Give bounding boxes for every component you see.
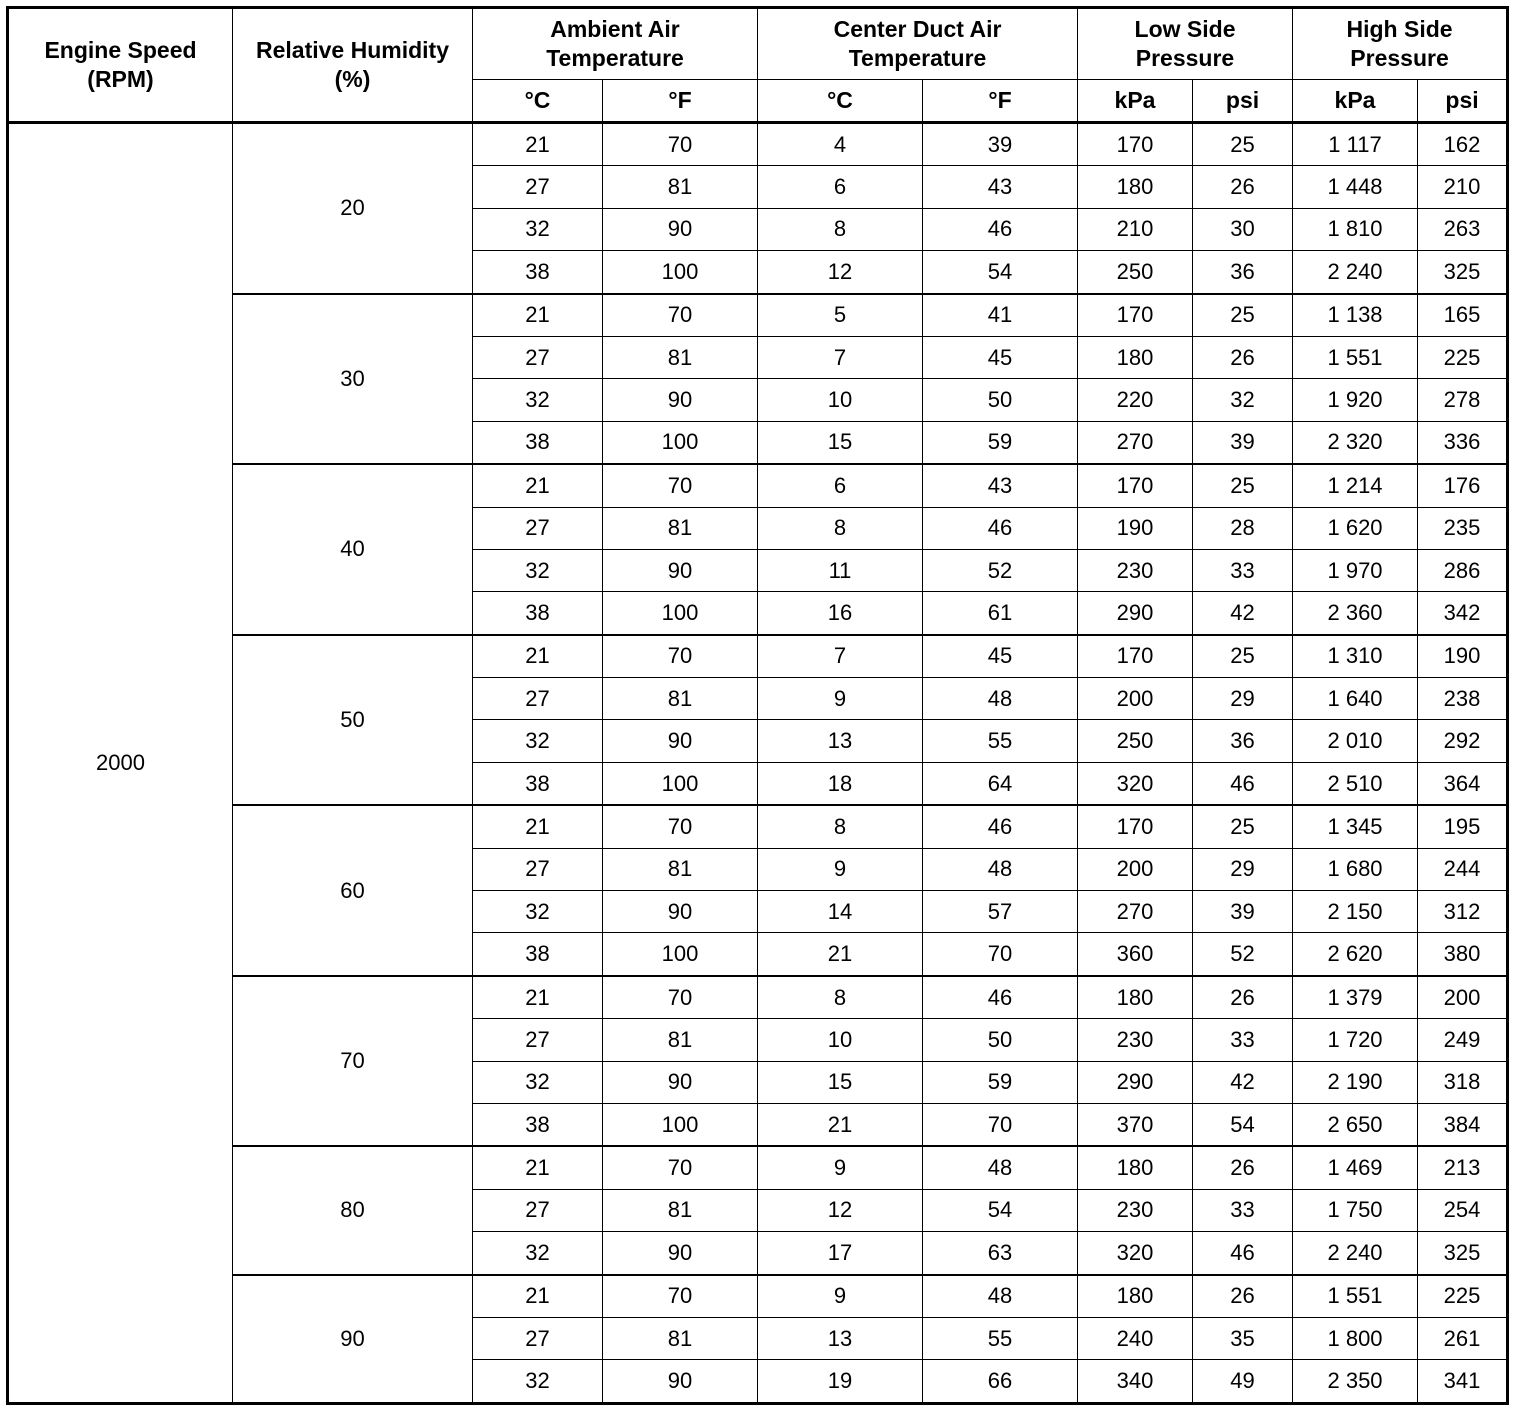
table-cell: 45 — [923, 635, 1078, 678]
table-cell: 26 — [1193, 1146, 1293, 1189]
table-cell: 55 — [923, 720, 1078, 762]
humidity-cell: 50 — [233, 635, 473, 806]
table-cell: 270 — [1078, 421, 1193, 464]
table-cell: 25 — [1193, 635, 1293, 678]
table-cell: 81 — [603, 336, 758, 378]
table-cell: 63 — [923, 1232, 1078, 1275]
table-cell: 2 240 — [1293, 251, 1418, 294]
table-cell: 18 — [758, 762, 923, 805]
table-cell: 7 — [758, 635, 923, 678]
unit-ambient-fahrenheit: °F — [603, 80, 758, 123]
table-cell: 90 — [603, 1360, 758, 1403]
table-cell: 36 — [1193, 251, 1293, 294]
table-row — [8, 294, 1508, 337]
table-cell: 170 — [1078, 294, 1193, 337]
table-cell: 27 — [473, 678, 603, 720]
table-cell: 2 360 — [1293, 592, 1418, 635]
table-cell: 32 — [473, 891, 603, 933]
table-cell: 35 — [1193, 1317, 1293, 1359]
table-cell: 100 — [603, 421, 758, 464]
table-cell: 32 — [473, 379, 603, 421]
table-cell: 165 — [1418, 294, 1508, 337]
table-cell: 11 — [758, 549, 923, 591]
table-cell: 46 — [923, 507, 1078, 549]
table-cell: 70 — [603, 123, 758, 166]
table-cell: 336 — [1418, 421, 1508, 464]
table-cell: 10 — [758, 379, 923, 421]
table-cell: 200 — [1078, 848, 1193, 890]
table-cell: 2 350 — [1293, 1360, 1418, 1403]
table-cell: 225 — [1418, 336, 1508, 378]
table-cell: 100 — [603, 933, 758, 976]
table-cell: 90 — [603, 891, 758, 933]
table-cell: 2 510 — [1293, 762, 1418, 805]
table-cell: 16 — [758, 592, 923, 635]
table-cell: 21 — [473, 976, 603, 1019]
table-cell: 50 — [923, 379, 1078, 421]
table-cell: 29 — [1193, 848, 1293, 890]
table-cell: 270 — [1078, 891, 1193, 933]
header-relative-humidity: Relative Humidity (%) — [233, 8, 473, 123]
table-cell: 370 — [1078, 1103, 1193, 1146]
table-header — [8, 8, 1508, 123]
table-cell: 27 — [473, 1189, 603, 1231]
table-cell: 1 345 — [1293, 805, 1418, 848]
table-cell: 2 190 — [1293, 1061, 1418, 1103]
table-cell: 66 — [923, 1360, 1078, 1403]
table-cell: 27 — [473, 166, 603, 208]
table-cell: 70 — [603, 805, 758, 848]
table-cell: 261 — [1418, 1317, 1508, 1359]
table-cell: 176 — [1418, 464, 1508, 507]
table-cell: 21 — [473, 464, 603, 507]
table-cell: 15 — [758, 1061, 923, 1103]
table-cell: 81 — [603, 166, 758, 208]
table-cell: 90 — [603, 1061, 758, 1103]
table-cell: 10 — [758, 1019, 923, 1061]
table-cell: 36 — [1193, 720, 1293, 762]
table-cell: 64 — [923, 762, 1078, 805]
ac-performance-table — [6, 6, 1509, 1405]
table-cell: 90 — [603, 1232, 758, 1275]
humidity-cell: 20 — [233, 123, 473, 294]
table-cell: 70 — [603, 1275, 758, 1318]
table-cell: 244 — [1418, 848, 1508, 890]
table-row — [8, 805, 1508, 848]
table-cell: 1 970 — [1293, 549, 1418, 591]
table-cell: 384 — [1418, 1103, 1508, 1146]
humidity-cell: 30 — [233, 294, 473, 465]
table-cell: 54 — [923, 251, 1078, 294]
table-cell: 249 — [1418, 1019, 1508, 1061]
table-cell: 45 — [923, 336, 1078, 378]
table-cell: 9 — [758, 1275, 923, 1318]
table-cell: 21 — [473, 1146, 603, 1189]
table-cell: 8 — [758, 208, 923, 250]
table-cell: 21 — [473, 635, 603, 678]
table-cell: 43 — [923, 464, 1078, 507]
table-cell: 27 — [473, 507, 603, 549]
table-cell: 25 — [1193, 294, 1293, 337]
table-cell: 38 — [473, 421, 603, 464]
table-cell: 25 — [1193, 123, 1293, 166]
table-cell: 21 — [473, 805, 603, 848]
table-cell: 290 — [1078, 592, 1193, 635]
table-cell: 380 — [1418, 933, 1508, 976]
humidity-cell: 70 — [233, 976, 473, 1147]
table-cell: 21 — [473, 123, 603, 166]
table-cell: 180 — [1078, 166, 1193, 208]
header-engine-speed: Engine Speed (RPM) — [8, 8, 233, 123]
table-cell: 9 — [758, 1146, 923, 1189]
table-row — [8, 1146, 1508, 1189]
table-cell: 200 — [1078, 678, 1193, 720]
table-cell: 41 — [923, 294, 1078, 337]
table-cell: 12 — [758, 251, 923, 294]
humidity-cell: 60 — [233, 805, 473, 976]
table-cell: 15 — [758, 421, 923, 464]
table-cell: 81 — [603, 678, 758, 720]
table-cell: 1 640 — [1293, 678, 1418, 720]
table-cell: 90 — [603, 379, 758, 421]
table-cell: 2 650 — [1293, 1103, 1418, 1146]
table-cell: 32 — [473, 208, 603, 250]
table-cell: 32 — [473, 1061, 603, 1103]
engine-speed-cell: 2000 — [8, 123, 233, 1404]
table-cell: 8 — [758, 976, 923, 1019]
unit-high-kpa: kPa — [1293, 80, 1418, 123]
table-cell: 42 — [1193, 1061, 1293, 1103]
table-cell: 290 — [1078, 1061, 1193, 1103]
table-cell: 240 — [1078, 1317, 1193, 1359]
table-cell: 6 — [758, 166, 923, 208]
table-cell: 2 010 — [1293, 720, 1418, 762]
table-cell: 38 — [473, 592, 603, 635]
table-cell: 27 — [473, 1317, 603, 1359]
header-center-duct-air-temperature: Center Duct Air Temperature — [758, 8, 1078, 80]
table-cell: 162 — [1418, 123, 1508, 166]
unit-low-psi: psi — [1193, 80, 1293, 123]
table-cell: 70 — [603, 635, 758, 678]
table-cell: 54 — [1193, 1103, 1293, 1146]
table-cell: 263 — [1418, 208, 1508, 250]
table-cell: 32 — [473, 549, 603, 591]
table-row — [8, 123, 1508, 166]
table-cell: 180 — [1078, 1146, 1193, 1189]
table-cell: 52 — [1193, 933, 1293, 976]
table-cell: 61 — [923, 592, 1078, 635]
table-cell: 1 379 — [1293, 976, 1418, 1019]
table-cell: 1 810 — [1293, 208, 1418, 250]
table-cell: 341 — [1418, 1360, 1508, 1403]
table-cell: 1 310 — [1293, 635, 1418, 678]
table-cell: 70 — [603, 976, 758, 1019]
table-cell: 190 — [1078, 507, 1193, 549]
table-row — [8, 976, 1508, 1019]
table-cell: 1 214 — [1293, 464, 1418, 507]
table-cell: 170 — [1078, 123, 1193, 166]
table-cell: 27 — [473, 1019, 603, 1061]
table-cell: 8 — [758, 805, 923, 848]
table-cell: 32 — [473, 1360, 603, 1403]
table-cell: 340 — [1078, 1360, 1193, 1403]
header-high-side-pressure: High Side Pressure — [1293, 8, 1508, 80]
table-cell: 195 — [1418, 805, 1508, 848]
unit-duct-celsius: °C — [758, 80, 923, 123]
humidity-cell: 90 — [233, 1275, 473, 1404]
table-cell: 48 — [923, 1146, 1078, 1189]
table-cell: 42 — [1193, 592, 1293, 635]
table-cell: 49 — [1193, 1360, 1293, 1403]
table-cell: 1 551 — [1293, 336, 1418, 378]
table-cell: 1 117 — [1293, 123, 1418, 166]
table-cell: 81 — [603, 1317, 758, 1359]
table-cell: 52 — [923, 549, 1078, 591]
table-cell: 32 — [473, 720, 603, 762]
table-cell: 70 — [603, 1146, 758, 1189]
table-cell: 39 — [1193, 421, 1293, 464]
table-cell: 90 — [603, 208, 758, 250]
table-cell: 9 — [758, 678, 923, 720]
table-cell: 1 448 — [1293, 166, 1418, 208]
table-cell: 70 — [603, 294, 758, 337]
table-cell: 213 — [1418, 1146, 1508, 1189]
table-cell: 318 — [1418, 1061, 1508, 1103]
table-cell: 1 469 — [1293, 1146, 1418, 1189]
table-cell: 14 — [758, 891, 923, 933]
unit-duct-fahrenheit: °F — [923, 80, 1078, 123]
table-cell: 50 — [923, 1019, 1078, 1061]
table-cell: 90 — [603, 720, 758, 762]
table-cell: 81 — [603, 507, 758, 549]
table-cell: 230 — [1078, 1019, 1193, 1061]
table-cell: 25 — [1193, 805, 1293, 848]
table-cell: 1 138 — [1293, 294, 1418, 337]
table-cell: 100 — [603, 1103, 758, 1146]
table-cell: 21 — [758, 933, 923, 976]
table-cell: 21 — [758, 1103, 923, 1146]
table-cell: 210 — [1418, 166, 1508, 208]
table-cell: 70 — [923, 1103, 1078, 1146]
table-cell: 27 — [473, 336, 603, 378]
header-ambient-air-temperature: Ambient Air Temperature — [473, 8, 758, 80]
table-cell: 81 — [603, 848, 758, 890]
table-cell: 26 — [1193, 1275, 1293, 1318]
table-cell: 13 — [758, 1317, 923, 1359]
table-cell: 1 750 — [1293, 1189, 1418, 1231]
table-cell: 254 — [1418, 1189, 1508, 1231]
table-cell: 100 — [603, 592, 758, 635]
table-cell: 21 — [473, 1275, 603, 1318]
table-cell: 26 — [1193, 336, 1293, 378]
table-cell: 32 — [1193, 379, 1293, 421]
table-cell: 1 680 — [1293, 848, 1418, 890]
table-cell: 312 — [1418, 891, 1508, 933]
table-cell: 342 — [1418, 592, 1508, 635]
table-cell: 39 — [1193, 891, 1293, 933]
table-cell: 70 — [923, 933, 1078, 976]
table-cell: 200 — [1418, 976, 1508, 1019]
table-cell: 13 — [758, 720, 923, 762]
table-cell: 48 — [923, 678, 1078, 720]
table-cell: 46 — [1193, 762, 1293, 805]
table-row — [8, 464, 1508, 507]
table-cell: 2 620 — [1293, 933, 1418, 976]
table-cell: 1 800 — [1293, 1317, 1418, 1359]
table-cell: 2 240 — [1293, 1232, 1418, 1275]
table-cell: 26 — [1193, 166, 1293, 208]
table-cell: 33 — [1193, 549, 1293, 591]
table-cell: 17 — [758, 1232, 923, 1275]
table-cell: 225 — [1418, 1275, 1508, 1318]
table-cell: 26 — [1193, 976, 1293, 1019]
table-cell: 29 — [1193, 678, 1293, 720]
table-cell: 170 — [1078, 464, 1193, 507]
table-cell: 46 — [923, 976, 1078, 1019]
table-cell: 292 — [1418, 720, 1508, 762]
table-cell: 286 — [1418, 549, 1508, 591]
unit-low-kpa: kPa — [1078, 80, 1193, 123]
table-cell: 7 — [758, 336, 923, 378]
table-cell: 100 — [603, 762, 758, 805]
table-cell: 5 — [758, 294, 923, 337]
unit-high-psi: psi — [1418, 80, 1508, 123]
humidity-cell: 80 — [233, 1146, 473, 1274]
table-cell: 6 — [758, 464, 923, 507]
table-cell: 278 — [1418, 379, 1508, 421]
table-cell: 12 — [758, 1189, 923, 1231]
table-cell: 59 — [923, 421, 1078, 464]
table-cell: 57 — [923, 891, 1078, 933]
table-cell: 38 — [473, 762, 603, 805]
table-cell: 325 — [1418, 251, 1508, 294]
table-cell: 1 720 — [1293, 1019, 1418, 1061]
table-cell: 59 — [923, 1061, 1078, 1103]
table-cell: 9 — [758, 848, 923, 890]
table-cell: 170 — [1078, 805, 1193, 848]
table-row — [8, 1275, 1508, 1318]
table-cell: 55 — [923, 1317, 1078, 1359]
table-cell: 190 — [1418, 635, 1508, 678]
table-cell: 1 920 — [1293, 379, 1418, 421]
table-cell: 180 — [1078, 1275, 1193, 1318]
table-cell: 320 — [1078, 762, 1193, 805]
table-cell: 210 — [1078, 208, 1193, 250]
table-cell: 180 — [1078, 976, 1193, 1019]
table-cell: 81 — [603, 1189, 758, 1231]
table-cell: 54 — [923, 1189, 1078, 1231]
table-cell: 230 — [1078, 549, 1193, 591]
table-cell: 4 — [758, 123, 923, 166]
table-cell: 33 — [1193, 1019, 1293, 1061]
table-cell: 39 — [923, 123, 1078, 166]
humidity-cell: 40 — [233, 464, 473, 635]
table-cell: 32 — [473, 1232, 603, 1275]
table-cell: 33 — [1193, 1189, 1293, 1231]
table-cell: 38 — [473, 1103, 603, 1146]
table-cell: 1 551 — [1293, 1275, 1418, 1318]
table-cell: 364 — [1418, 762, 1508, 805]
table-cell: 1 620 — [1293, 507, 1418, 549]
table-cell: 19 — [758, 1360, 923, 1403]
table-cell: 38 — [473, 933, 603, 976]
table-cell: 21 — [473, 294, 603, 337]
table-row — [8, 635, 1508, 678]
table-cell: 46 — [923, 208, 1078, 250]
table-cell: 81 — [603, 1019, 758, 1061]
table-cell: 70 — [603, 464, 758, 507]
table-cell: 28 — [1193, 507, 1293, 549]
table-cell: 100 — [603, 251, 758, 294]
unit-ambient-celsius: °C — [473, 80, 603, 123]
table-cell: 230 — [1078, 1189, 1193, 1231]
table-cell: 8 — [758, 507, 923, 549]
table-cell: 250 — [1078, 251, 1193, 294]
table-cell: 27 — [473, 848, 603, 890]
table-cell: 48 — [923, 1275, 1078, 1318]
table-cell: 30 — [1193, 208, 1293, 250]
table-cell: 46 — [1193, 1232, 1293, 1275]
table-cell: 43 — [923, 166, 1078, 208]
table-cell: 46 — [923, 805, 1078, 848]
table-cell: 2 150 — [1293, 891, 1418, 933]
table-cell: 2 320 — [1293, 421, 1418, 464]
table-body — [8, 123, 1508, 1404]
table-cell: 235 — [1418, 507, 1508, 549]
table-cell: 180 — [1078, 336, 1193, 378]
table-cell: 90 — [603, 549, 758, 591]
table-cell: 250 — [1078, 720, 1193, 762]
table-cell: 320 — [1078, 1232, 1193, 1275]
table-cell: 360 — [1078, 933, 1193, 976]
table-cell: 25 — [1193, 464, 1293, 507]
table-cell: 238 — [1418, 678, 1508, 720]
table-cell: 48 — [923, 848, 1078, 890]
header-low-side-pressure: Low Side Pressure — [1078, 8, 1293, 80]
table-cell: 220 — [1078, 379, 1193, 421]
table-cell: 325 — [1418, 1232, 1508, 1275]
table-cell: 38 — [473, 251, 603, 294]
table-cell: 170 — [1078, 635, 1193, 678]
